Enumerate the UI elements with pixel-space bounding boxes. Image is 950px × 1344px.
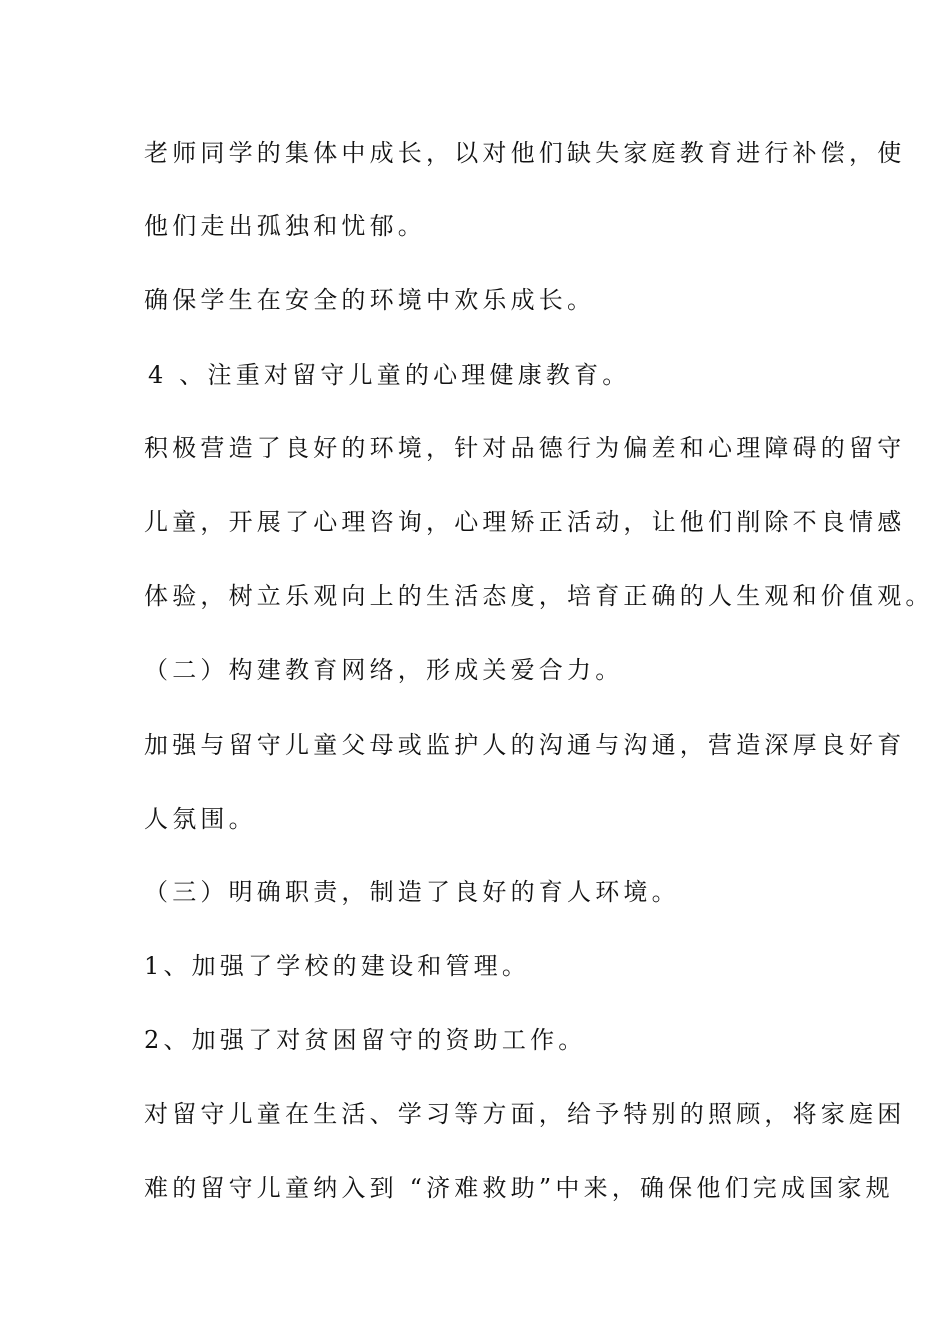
paragraph-line: 加强与留守儿童父母或监护人的沟通与沟通，营造深厚良好育 (144, 731, 906, 759)
paragraph-line: 儿童，开展了心理咨询，心理矫正活动，让他们削除不良情感 (144, 508, 906, 536)
paragraph-line: 积极营造了良好的环境，针对品德行为偏差和心理障碍的留守 (144, 434, 906, 462)
section-heading: （三）明确职责，制造了良好的育人环境。 (144, 878, 680, 906)
paragraph-line: 确保学生在安全的环境中欢乐成长。 (144, 286, 596, 314)
paragraph-line: 对留守儿童在生活、学习等方面，给予特别的照顾，将家庭困 (144, 1100, 906, 1128)
list-item: 2、加强了对贫困留守的资助工作。 (144, 1026, 587, 1054)
section-heading: 4 、注重对留守儿童的心理健康教育。 (148, 361, 631, 389)
paragraph-line: 难的留守儿童纳入到 “济难救助”中来，确保他们完成国家规 (144, 1174, 894, 1202)
list-item: 1、加强了学校的建设和管理。 (144, 952, 531, 980)
paragraph-line: 老师同学的集体中成长，以对他们缺失家庭教育进行补偿，使 (144, 139, 906, 167)
section-heading: （二）构建教育网络，形成关爱合力。 (144, 656, 624, 684)
paragraph-line: 人氛围。 (144, 805, 257, 833)
paragraph-line: 体验，树立乐观向上的生活态度，培育正确的人生观和价值观。 (144, 582, 934, 610)
paragraph-line: 他们走出孤独和忧郁。 (144, 212, 426, 240)
